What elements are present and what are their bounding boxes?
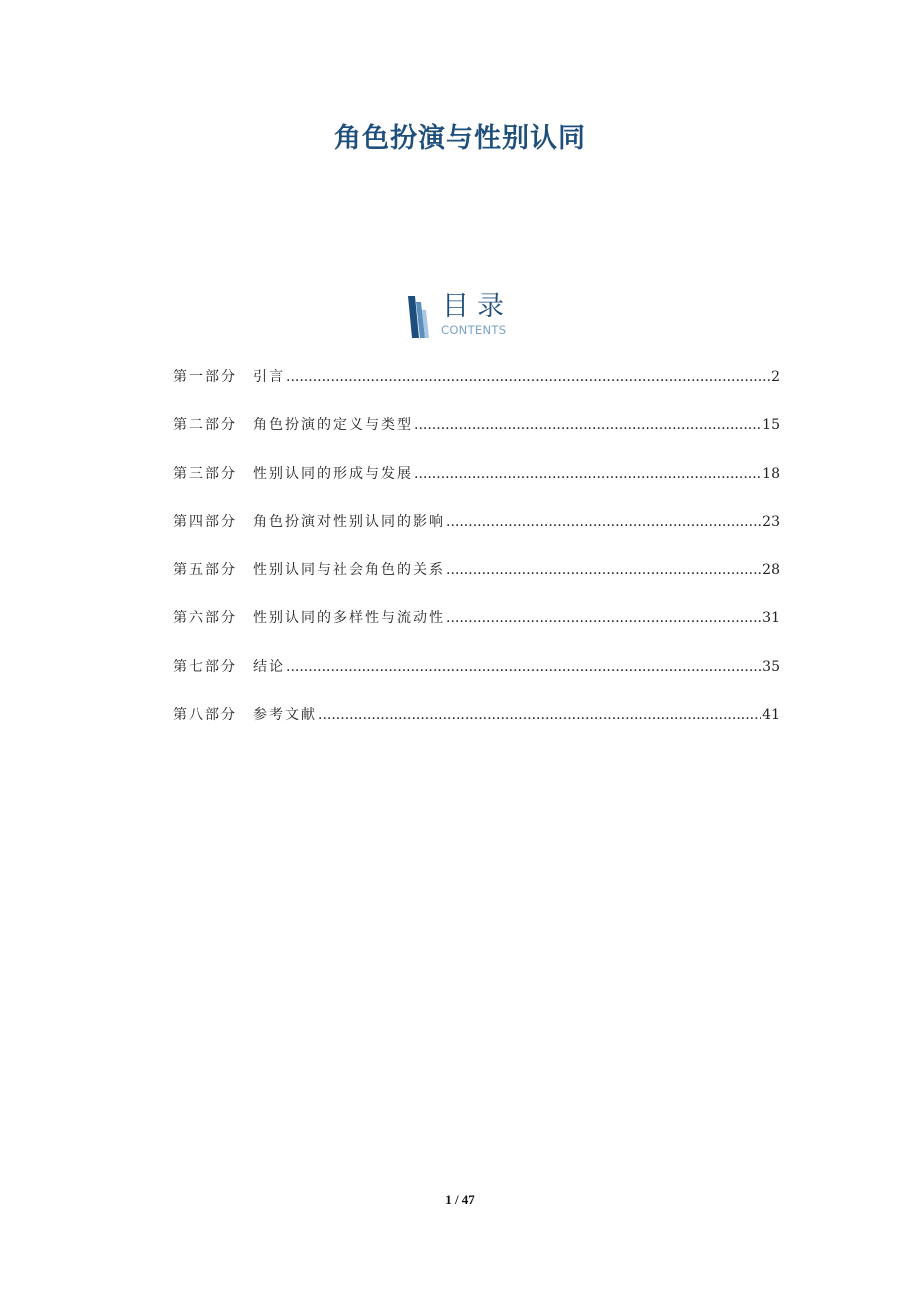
toc-entry-part: 第四部分 [173, 513, 237, 530]
toc-subheading: CONTENTS [441, 323, 507, 337]
document-title: 角色扮演与性别认同 [334, 123, 586, 154]
toc-entry-4[interactable] [173, 511, 780, 559]
toc-entry-page: 28 [762, 562, 780, 579]
toc-entry-title: 性别认同的形成与发展 [253, 465, 413, 482]
toc-list [173, 366, 780, 752]
toc-entry-page: 31 [762, 610, 780, 627]
toc-dot-leader [414, 414, 761, 436]
toc-entry-title: 引言 [253, 369, 285, 385]
toc-entry-page: 35 [762, 658, 780, 675]
toc-entry-title: 角色扮演的定义与类型 [253, 417, 413, 434]
toc-entry-page: 2 [771, 369, 780, 385]
toc-entry-part: 第六部分 [173, 610, 237, 627]
toc-entry-7[interactable] [173, 656, 780, 704]
toc-entry-part: 第一部分 [173, 369, 237, 385]
toc-header [406, 292, 536, 340]
toc-entry-title: 角色扮演对性别认同的影响 [253, 513, 445, 530]
toc-entry-page: 15 [762, 417, 780, 434]
toc-entry-5[interactable] [173, 559, 780, 607]
toc-entry-part: 第三部分 [173, 465, 237, 482]
toc-entry-title: 结论 [253, 658, 285, 675]
toc-entry-part: 第二部分 [173, 417, 237, 434]
toc-dot-leader [318, 704, 761, 726]
toc-entry-title: 性别认同与社会角色的关系 [253, 562, 445, 579]
toc-dot-leader [414, 463, 761, 485]
toc-entry-3[interactable] [173, 463, 780, 511]
toc-entry-8[interactable] [173, 704, 780, 752]
toc-entry-title: 参考文献 [253, 707, 317, 724]
toc-entry-page: 18 [762, 465, 780, 482]
toc-dot-leader [286, 656, 761, 678]
toc-entry-2[interactable] [173, 414, 780, 462]
toc-entry-6[interactable] [173, 607, 780, 655]
toc-entry-title: 性别认同的多样性与流动性 [253, 610, 445, 627]
page-number: 1 / 47 [445, 1192, 475, 1207]
toc-entry-page: 23 [762, 513, 780, 530]
contents-logo-icon [406, 296, 430, 338]
toc-heading: 目录 [442, 291, 512, 322]
toc-dot-leader [446, 559, 761, 581]
toc-dot-leader [446, 511, 761, 533]
toc-entry-part: 第七部分 [173, 658, 237, 675]
toc-dot-leader [446, 607, 761, 629]
toc-entry-1[interactable] [173, 366, 780, 414]
toc-entry-part: 第八部分 [173, 707, 237, 724]
toc-entry-page: 41 [762, 707, 780, 724]
toc-dot-leader [286, 366, 770, 388]
toc-entry-part: 第五部分 [173, 562, 237, 579]
